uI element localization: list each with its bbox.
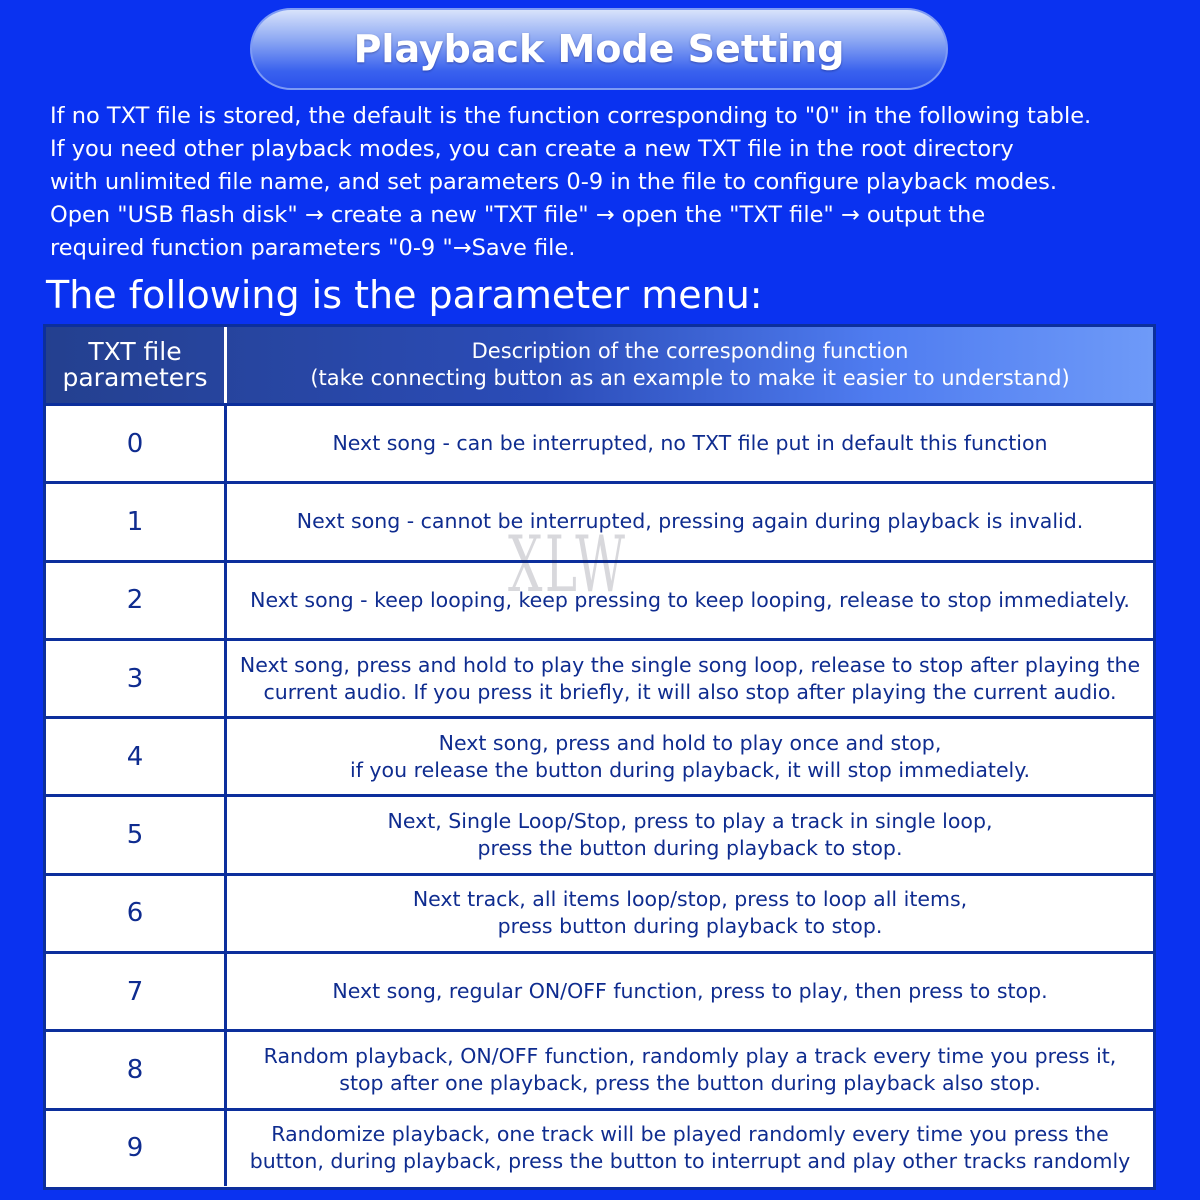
description-line: Next song - keep looping, keep pressing to keep looping, release to stop immediately.	[250, 587, 1130, 612]
intro-line: Open "USB flash disk" → create a new "TXT file" → open the "TXT file" → output the	[50, 202, 986, 228]
param-cell: 6	[46, 876, 227, 951]
header-param-line: TXT file	[88, 337, 182, 366]
description-line: press the button during playback to stop.	[477, 836, 903, 861]
table-row	[46, 1111, 1153, 1186]
description-cell	[227, 563, 1153, 638]
description-line: if you release the button during playback, it will stop immediately.	[350, 757, 1030, 782]
description-cell	[227, 1032, 1153, 1107]
header-description-column	[227, 327, 1153, 403]
param-cell: 1	[46, 484, 227, 559]
table-row	[46, 641, 1153, 719]
description-line: Next song - can be interrupted, no TXT file put in default this function	[332, 431, 1048, 456]
parameter-table	[43, 324, 1156, 1190]
description-cell	[227, 641, 1153, 716]
intro-text	[50, 100, 1170, 265]
description-line: Next song, regular ON/OFF function, press to play, then press to stop.	[332, 979, 1048, 1004]
description-cell	[227, 406, 1153, 481]
table-row	[46, 563, 1153, 641]
table-row	[46, 797, 1153, 875]
description-cell	[227, 954, 1153, 1029]
description-cell	[227, 797, 1153, 872]
intro-line: with unlimited file name, and set parameters 0-9 in the file to configure playback modes.	[50, 169, 1057, 195]
title-banner	[250, 8, 948, 90]
param-cell: 9	[46, 1111, 227, 1186]
table-row	[46, 876, 1153, 954]
table-row	[46, 719, 1153, 797]
intro-line: If no TXT file is stored, the default is the function corresponding to "0" in the following table.	[50, 103, 1092, 129]
table-body	[46, 406, 1153, 1186]
param-cell: 8	[46, 1032, 227, 1107]
description-cell	[227, 1111, 1153, 1186]
intro-line: required function parameters "0-9 "→Save file.	[50, 235, 576, 261]
param-cell: 5	[46, 797, 227, 872]
description-line: current audio. If you press it briefly, it will also stop after playing the current audio.	[263, 679, 1117, 704]
description-line: press button during playback to stop.	[497, 914, 883, 939]
menu-heading: The following is the parameter menu:	[46, 273, 763, 317]
description-line: stop after one playback, press the button during playback also stop.	[339, 1071, 1041, 1096]
table-row	[46, 1032, 1153, 1110]
description-line: Next track, all items loop/stop, press to loop all items,	[412, 887, 968, 912]
description-line: Randomize playback, one track will be played randomly every time you press the	[271, 1122, 1109, 1147]
table-header	[46, 327, 1153, 406]
description-line: Next song - cannot be interrupted, pressing again during playback is invalid.	[296, 509, 1084, 534]
page-title: Playback Mode Setting	[353, 27, 845, 71]
header-param-line: parameters	[62, 363, 208, 392]
description-line: Next song, press and hold to play the single song loop, release to stop after playing the	[239, 652, 1141, 677]
description-line: button, during playback, press the button to interrupt and play other tracks randomly	[249, 1149, 1131, 1174]
description-cell	[227, 876, 1153, 951]
table-row	[46, 954, 1153, 1032]
header-param-column	[46, 327, 227, 403]
intro-line: If you need other playback modes, you can create a new TXT file in the root directory	[50, 136, 1014, 162]
description-cell	[227, 719, 1153, 794]
param-cell: 4	[46, 719, 227, 794]
param-cell: 0	[46, 406, 227, 481]
table-row	[46, 484, 1153, 562]
description-line: Next, Single Loop/Stop, press to play a track in single loop,	[387, 809, 993, 834]
description-cell	[227, 484, 1153, 559]
description-line: Random playback, ON/OFF function, randomly play a track every time you press it,	[263, 1044, 1117, 1069]
description-line: Next song, press and hold to play once and stop,	[438, 730, 942, 755]
header-description-line: (take connecting button as an example to make it easier to understand)	[310, 366, 1070, 390]
header-description-line: Description of the corresponding function	[471, 339, 909, 363]
param-cell: 7	[46, 954, 227, 1029]
param-cell: 3	[46, 641, 227, 716]
param-cell: 2	[46, 563, 227, 638]
table-row	[46, 406, 1153, 484]
